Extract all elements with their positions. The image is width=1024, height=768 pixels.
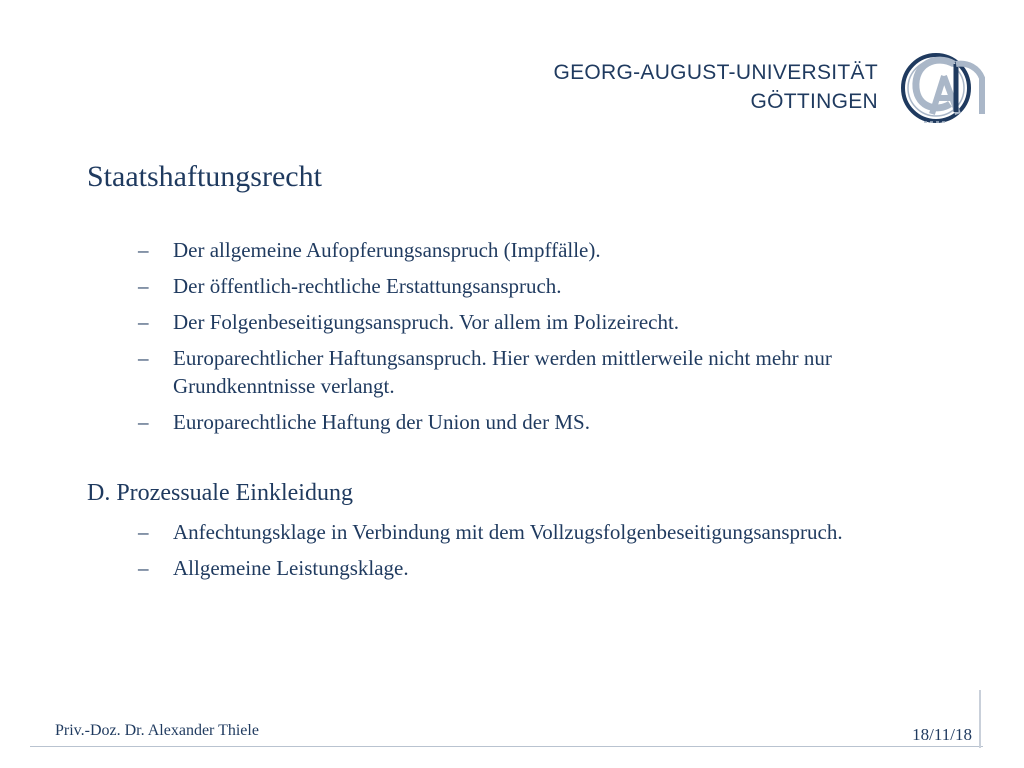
topic-list	[138, 236, 938, 444]
list-item: – Der allgemeine Aufopferungsanspruch (Impffälle).	[138, 238, 601, 262]
university-name	[553, 58, 878, 116]
footer-date: 18/11/18	[912, 725, 972, 744]
footer-vertical-divider	[979, 690, 981, 748]
dash-marker: –	[138, 238, 149, 262]
dash-marker: –	[138, 310, 149, 334]
section-list	[138, 518, 938, 590]
dash-marker: –	[138, 274, 149, 298]
list-item: – Anfechtungsklage in Verbindung mit dem Vollzugsfolgenbeseitigungsanspruch.	[138, 520, 843, 544]
footer-divider	[30, 746, 983, 747]
list-item: – Der öffentlich-rechtliche Erstattungsanspruch.	[138, 274, 562, 298]
dash-marker: –	[138, 410, 149, 434]
slide-title: Staatshaftungsrecht	[87, 160, 322, 193]
list-item: – Europarechtliche Haftung der Union und der MS.	[138, 410, 590, 434]
university-name-line1: GEORG-AUGUST-UNIVERSITÄT	[553, 61, 878, 84]
footer-author: Priv.-Doz. Dr. Alexander Thiele	[55, 722, 259, 739]
university-seal-icon	[896, 50, 988, 130]
list-item: – Europarechtlicher Haftungsanspruch. Hier werden mittlerweile nicht mehr nur Grundkenntnisse verlangt.	[138, 346, 832, 398]
dash-marker: –	[138, 520, 149, 544]
list-item: – Allgemeine Leistungsklage.	[138, 556, 409, 580]
list-item: – Der Folgenbeseitigungsanspruch. Vor allem im Polizeirecht.	[138, 310, 680, 334]
section-heading: D. Prozessuale Einkleidung	[87, 480, 353, 506]
dash-marker: –	[138, 556, 149, 580]
dash-marker: –	[138, 346, 149, 370]
university-name-line2: GÖTTINGEN	[750, 90, 878, 113]
